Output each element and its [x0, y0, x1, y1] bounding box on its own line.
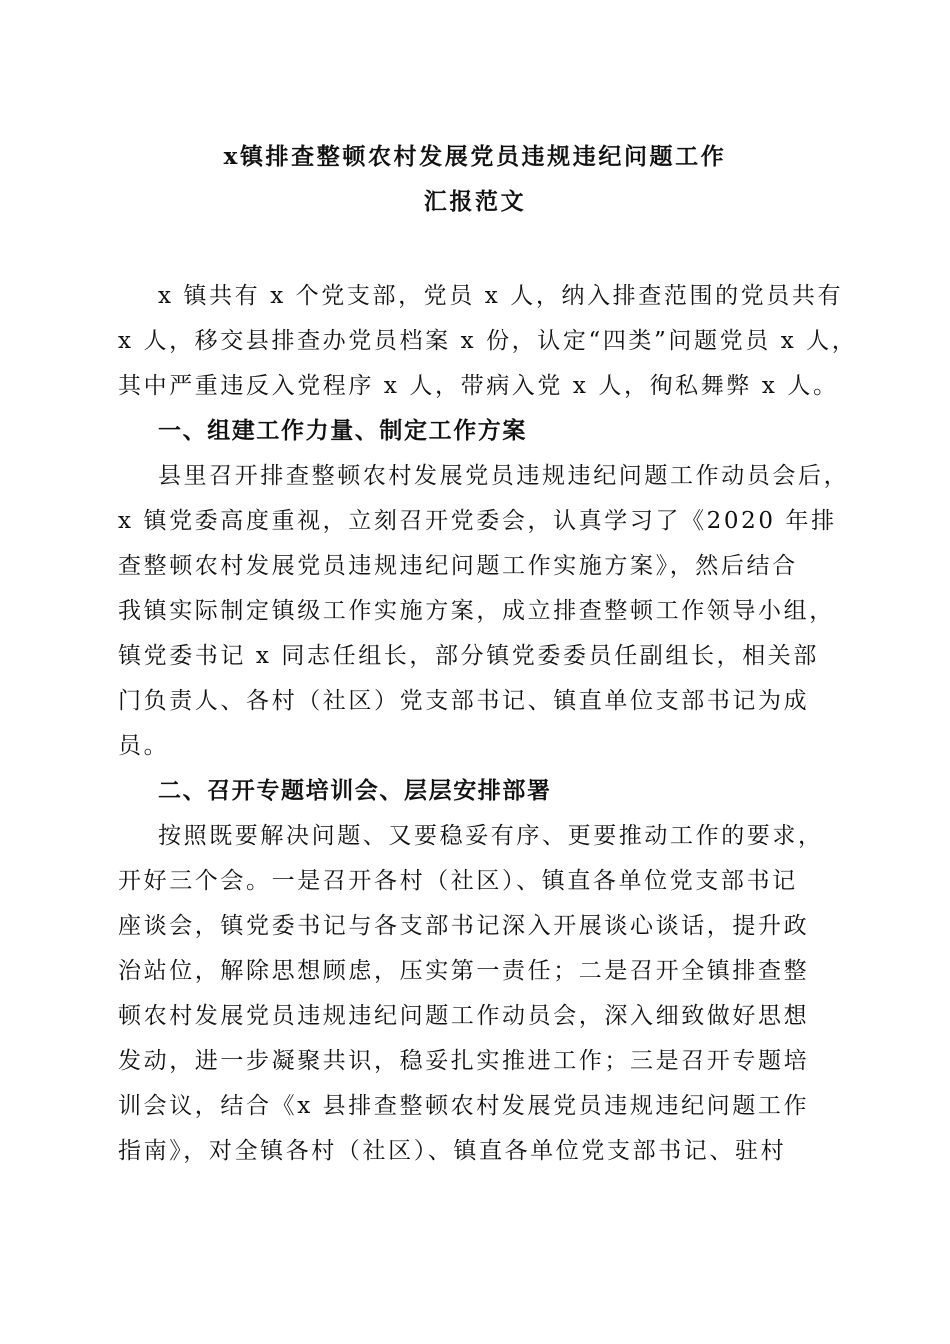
paragraph [118, 274, 858, 409]
paragraph-line: 发动，进一步凝聚共识，稳妥扎实推进工作；三是召开专题培 [118, 1048, 810, 1074]
paragraph-line: 查整顿农村发展党员违规违纪问题工作实施方案》，然后结合 [118, 553, 798, 579]
paragraph-line: x 人，移交县排查办党员档案 x 份，认定“四类”问题党员 x 人， [118, 328, 858, 354]
title-line: x镇排查整顿农村发展党员违规违纪问题工作 [223, 143, 727, 170]
section-heading: 二、召开专题培训会、层层安排部署 [158, 778, 552, 804]
title-line: 汇报范文 [423, 188, 527, 215]
paragraph-line: x 镇共有 x 个党支部，党员 x 人，纳入排查范围的党员共有 [158, 283, 844, 309]
paragraph [118, 454, 850, 769]
paragraph-line: 治站位，解除思想顾虑，压实第一责任；二是召开全镇排查整 [118, 958, 810, 984]
paragraph-line: 员。 [118, 733, 170, 759]
paragraph-line: 座谈会，镇党委书记与各支部书记深入开展谈心谈话，提升政 [118, 913, 810, 939]
paragraph-line: 按照既要解决问题、又要稳妥有序、更要推动工作的要求， [158, 823, 824, 849]
document-title [100, 134, 850, 224]
paragraph-line: 我镇实际制定镇级工作实施方案，成立排查整顿工作领导小组， [118, 598, 835, 624]
section-heading: 一、组建工作力量、制定工作方案 [158, 418, 527, 444]
paragraph-line: 镇党委书记 x 同志任组长，部分镇党委委员任副组长，相关部 [118, 643, 819, 669]
paragraph-line: x 镇党委高度重视，立刻召开党委会，认真学习了《2020 年排 [118, 508, 837, 534]
document-body [118, 274, 858, 1174]
paragraph-line: 门负责人、各村（社区）党支部书记、镇直单位支部书记为成 [118, 688, 810, 714]
paragraph-line: 开好三个会。一是召开各村（社区）、镇直各单位党支部书记 [118, 868, 798, 894]
paragraph-line: 县里召开排查整顿农村发展党员违规违纪问题工作动员会后， [158, 463, 850, 489]
paragraph-line: 指南》，对全镇各村（社区）、镇直各单位党支部书记、驻村 [118, 1138, 787, 1164]
paragraph [118, 814, 840, 1174]
paragraph-line: 其中严重违反入党程序 x 人，带病入党 x 人，徇私舞弊 x 人。 [118, 373, 839, 399]
paragraph-line: 顿农村发展党员违规违纪问题工作动员会，深入细致做好思想 [118, 1003, 810, 1029]
paragraph-line: 训会议，结合《x 县排查整顿农村发展党员违规违纪问题工作 [118, 1093, 810, 1119]
